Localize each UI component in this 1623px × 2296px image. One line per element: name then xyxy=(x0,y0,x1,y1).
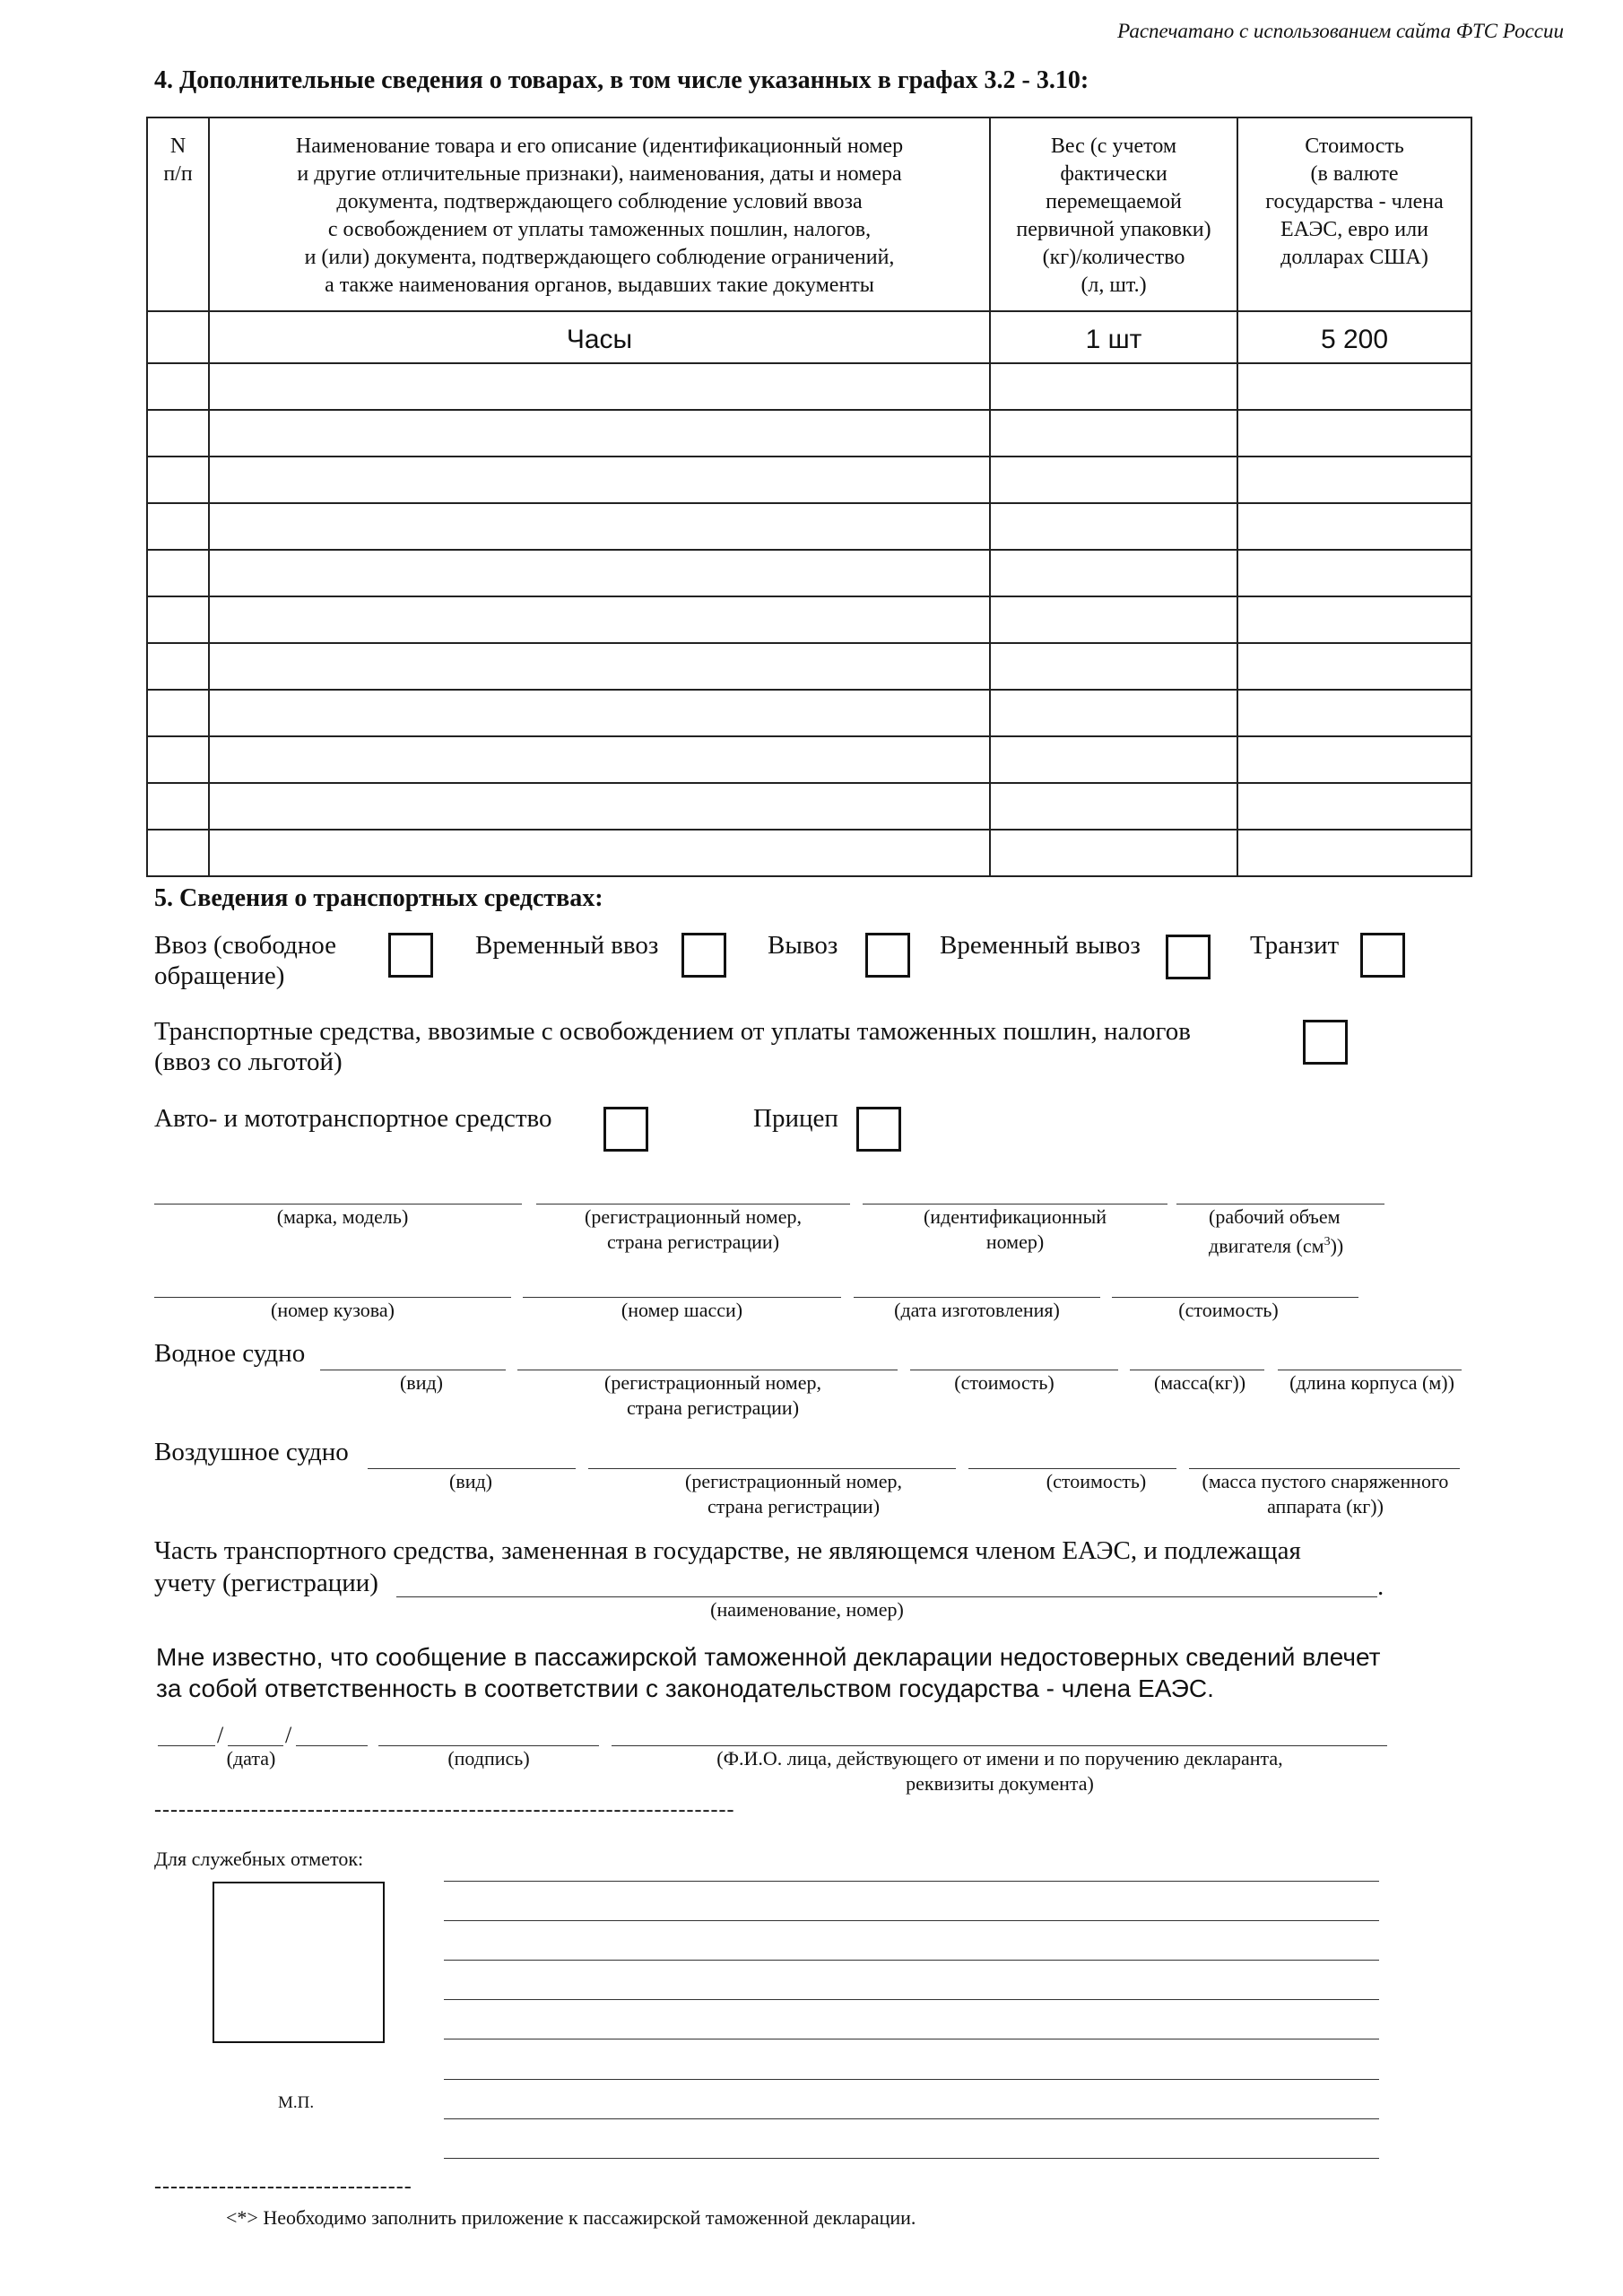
cell-weight[interactable]: 1 шт xyxy=(990,311,1237,363)
cell-weight[interactable] xyxy=(990,550,1237,596)
cell-number[interactable] xyxy=(147,550,209,596)
cell-value[interactable] xyxy=(1237,783,1471,830)
exempt-label: Транспортные средства, ввозимые с освобождением от уплаты таможенных пошлин, налогов (ввоз со льготой) xyxy=(154,1017,1191,1076)
printed-note: Распечатано с использованием сайта ФТС России xyxy=(1117,20,1564,42)
signature-caption: (подпись) xyxy=(447,1747,530,1770)
date-caption: (дата) xyxy=(226,1747,276,1770)
cell-description[interactable] xyxy=(209,643,990,690)
chassis-caption: (номер шасси) xyxy=(621,1299,743,1321)
temp-export-label: Временный вывоз xyxy=(940,931,1141,960)
cell-number[interactable] xyxy=(147,503,209,550)
cell-number[interactable] xyxy=(147,311,209,363)
table-row xyxy=(147,363,1471,410)
col-weight-label: Вес (с учетом фактически перемещаемой первичной упаковки) (кг)/количество (л, шт.) xyxy=(1016,135,1211,297)
reg-caption: (регистрационный номер, страна регистрации) xyxy=(585,1205,802,1253)
stamp-label: М.П. xyxy=(278,2093,315,2112)
cell-description[interactable] xyxy=(209,830,990,876)
cell-value[interactable] xyxy=(1237,503,1471,550)
cell-number[interactable] xyxy=(147,736,209,783)
col-value-label: Стоимость (в валюте государства - члена ЕАЭС, евро или долларах США) xyxy=(1265,135,1444,269)
table-row xyxy=(147,550,1471,596)
col-value xyxy=(1237,117,1471,311)
export-label: Вывоз xyxy=(768,931,838,960)
cell-value[interactable] xyxy=(1237,363,1471,410)
service-line-8[interactable] xyxy=(444,2158,1379,2159)
col-number xyxy=(147,117,209,311)
goods-table-header xyxy=(147,117,1471,311)
declarant-name-caption: (Ф.И.О. лица, действующего от имени и по поручению декларанта, реквизиты документа) xyxy=(716,1747,1283,1795)
footer-dashes: -------------------------------- xyxy=(154,2175,412,2198)
water-label: Водное судно xyxy=(154,1339,306,1368)
transit-label: Транзит xyxy=(1250,931,1340,960)
cell-description[interactable] xyxy=(209,410,990,457)
auto-label: Авто- и мототранспортное средство xyxy=(154,1104,552,1133)
declaration-text: Мне известно, что сообщение в пассажирской таможенной декларации недостоверных сведений влечет за собой ответственность в соответствии с законодательством государства - члена ЕАЭС. xyxy=(156,1643,1381,1702)
cell-weight[interactable] xyxy=(990,503,1237,550)
cost-caption: (стоимость) xyxy=(1178,1299,1279,1321)
cell-value[interactable] xyxy=(1237,830,1471,876)
service-line-4[interactable] xyxy=(444,1999,1379,2000)
table-row xyxy=(147,783,1471,830)
cell-description[interactable]: Часы xyxy=(209,311,990,363)
table-row xyxy=(147,457,1471,503)
engine-caption-text: (рабочий объем двигателя (см xyxy=(1209,1205,1341,1257)
service-line-2[interactable] xyxy=(444,1920,1379,1921)
cell-number[interactable] xyxy=(147,410,209,457)
temp-export-checkbox[interactable] xyxy=(1166,935,1211,979)
section5-title: 5. Сведения о транспортных средствах: xyxy=(154,884,603,912)
cell-number[interactable] xyxy=(147,690,209,736)
date-slash-1: / xyxy=(217,1722,224,1748)
cell-number[interactable] xyxy=(147,596,209,643)
service-label: Для служебных отметок: xyxy=(154,1848,364,1870)
col-description-label: Наименование товара и его описание (идентификационный номер и другие отличительные признаки), наименования, даты и номера документа, подтверждающего соблюдение условий ввоза с освобождением от уплаты таможенных пошлин, налогов, и (или) документа, подтверждающего соблюдение ограничений, а также наименования органов, выдавших такие документы xyxy=(295,135,904,297)
cell-weight[interactable] xyxy=(990,783,1237,830)
service-line-7[interactable] xyxy=(444,2118,1379,2119)
water-mass-caption: (масса(кг)) xyxy=(1153,1371,1246,1394)
cell-description[interactable] xyxy=(209,690,990,736)
table-row xyxy=(147,503,1471,550)
air-cost-caption: (стоимость) xyxy=(1046,1470,1147,1492)
cell-description[interactable] xyxy=(209,736,990,783)
cell-value[interactable] xyxy=(1237,643,1471,690)
air-kind-caption: (вид) xyxy=(448,1470,492,1492)
water-hull-caption: (длина корпуса (м)) xyxy=(1289,1371,1454,1394)
auto-checkbox[interactable] xyxy=(603,1107,648,1152)
service-line-6[interactable] xyxy=(444,2079,1379,2080)
cell-number[interactable] xyxy=(147,830,209,876)
cell-weight[interactable] xyxy=(990,830,1237,876)
cell-value[interactable] xyxy=(1237,410,1471,457)
cell-description[interactable] xyxy=(209,457,990,503)
cell-description[interactable] xyxy=(209,783,990,830)
part-text2: учету (регистрации) xyxy=(154,1569,378,1597)
service-line-1[interactable] xyxy=(444,1881,1379,1882)
cell-value[interactable] xyxy=(1237,550,1471,596)
trailer-checkbox[interactable] xyxy=(856,1107,901,1152)
air-reg-caption: (регистрационный номер, страна регистрации) xyxy=(685,1470,902,1518)
separator-dashes: ------------------------------------------------------------------------ xyxy=(154,1798,735,1822)
cell-value[interactable]: 5 200 xyxy=(1237,311,1471,363)
table-row xyxy=(147,690,1471,736)
col-description xyxy=(209,117,990,311)
cell-weight[interactable] xyxy=(990,690,1237,736)
table-row xyxy=(147,311,1471,363)
cell-weight[interactable] xyxy=(990,410,1237,457)
cell-weight[interactable] xyxy=(990,363,1237,410)
engine-caption-sup: 3 xyxy=(1324,1235,1331,1248)
cell-weight[interactable] xyxy=(990,643,1237,690)
col-number-label: N п/п xyxy=(163,135,193,186)
cell-description[interactable] xyxy=(209,550,990,596)
col-weight xyxy=(990,117,1237,311)
goods-table xyxy=(146,117,1472,877)
import-free-checkbox[interactable] xyxy=(388,933,433,978)
water-reg-caption: (регистрационный номер, страна регистрации) xyxy=(604,1371,821,1419)
table-row xyxy=(147,830,1471,876)
engine-caption xyxy=(1176,1205,1417,1258)
cell-value[interactable] xyxy=(1237,596,1471,643)
table-row xyxy=(147,643,1471,690)
water-cost-caption: (стоимость) xyxy=(954,1371,1055,1394)
table-row xyxy=(147,596,1471,643)
section4-title: 4. Дополнительные сведения о товарах, в том числе указанных в графах 3.2 - 3.10: xyxy=(154,66,1089,94)
temp-import-checkbox[interactable] xyxy=(681,933,726,978)
transit-checkbox[interactable] xyxy=(1360,933,1405,978)
footer-note: <*> Необходимо заполнить приложение к пассажирской таможенной декларации. xyxy=(226,2206,916,2229)
cell-description[interactable] xyxy=(209,503,990,550)
air-label: Воздушное судно xyxy=(154,1438,349,1466)
cell-weight[interactable] xyxy=(990,736,1237,783)
part-caption: (наименование, номер) xyxy=(710,1598,904,1621)
import-free-label: Ввоз (свободное обращение) xyxy=(154,931,336,990)
cell-number[interactable] xyxy=(147,457,209,503)
cell-description[interactable] xyxy=(209,363,990,410)
part-period: . xyxy=(1377,1572,1384,1601)
temp-import-label: Временный ввоз xyxy=(475,931,659,960)
water-kind-caption: (вид) xyxy=(399,1371,443,1394)
ident-caption: (идентификационный номер) xyxy=(923,1205,1107,1253)
table-row xyxy=(147,410,1471,457)
cell-weight[interactable] xyxy=(990,596,1237,643)
table-row xyxy=(147,736,1471,783)
cell-weight[interactable] xyxy=(990,457,1237,503)
make-caption: (марка, модель) xyxy=(276,1205,409,1228)
date-caption: (дата изготовления) xyxy=(894,1299,1060,1321)
service-line-3[interactable] xyxy=(444,1960,1379,1961)
trailer-label: Прицеп xyxy=(753,1104,838,1133)
part-text1: Часть транспортного средства, замененная в государстве, не являющемся членом ЕАЭС, и подлежащая xyxy=(154,1536,1301,1565)
cell-value[interactable] xyxy=(1237,690,1471,736)
export-checkbox[interactable] xyxy=(865,933,910,978)
stamp-box xyxy=(213,1882,385,2043)
cell-value[interactable] xyxy=(1237,457,1471,503)
cell-number[interactable] xyxy=(147,643,209,690)
cell-number[interactable] xyxy=(147,363,209,410)
cell-number[interactable] xyxy=(147,783,209,830)
air-mass-caption: (масса пустого снаряженного аппарата (кг)) xyxy=(1202,1470,1449,1518)
cell-value[interactable] xyxy=(1237,736,1471,783)
date-slash-2: / xyxy=(285,1722,292,1748)
cell-description[interactable] xyxy=(209,596,990,643)
body-caption: (номер кузова) xyxy=(271,1299,395,1321)
exempt-checkbox[interactable] xyxy=(1303,1020,1348,1065)
engine-caption-end: )) xyxy=(1330,1234,1344,1257)
